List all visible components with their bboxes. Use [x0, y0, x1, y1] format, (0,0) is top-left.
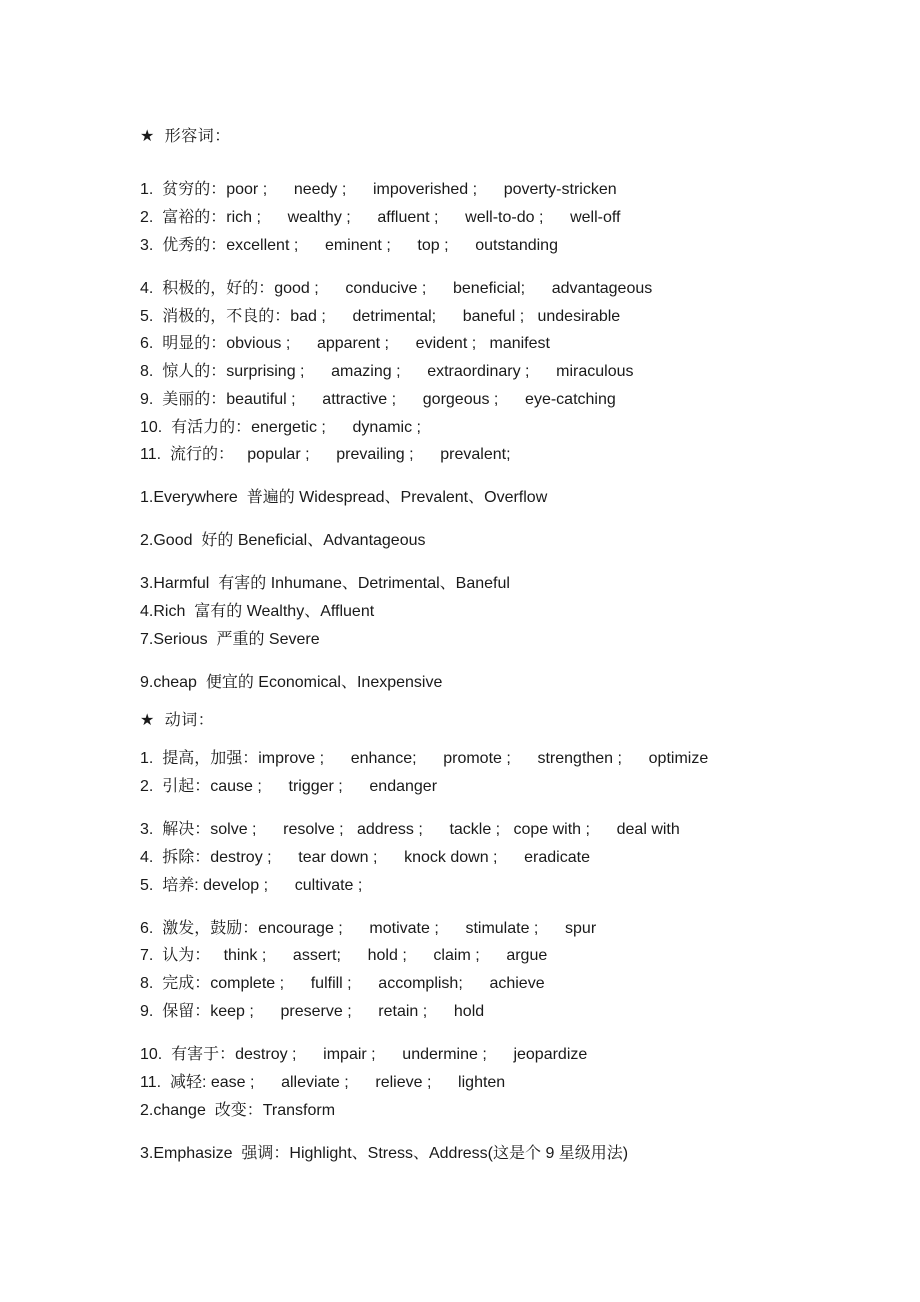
adjective-line: 5. 消极的，不良的：bad ; detrimental; baneful ; undesirable [140, 308, 621, 325]
verb-line: 7. 认为： think ; assert; hold ; claim ; argue [140, 947, 548, 964]
adjective-line: 10. 有活力的：energetic ; dynamic ; [140, 419, 421, 436]
adjective-pair-line: 2.Good 好的 Beneficial、Advantageous [140, 532, 426, 549]
adjective-line: 11. 流行的： popular ; prevailing ; prevalent; [140, 446, 511, 463]
adjective-line: 4. 积极的，好的：good ; conducive ; beneficial; advantageous [140, 280, 653, 297]
adjective-pair-line: 1.Everywhere 普遍的 Widespread、Prevalent、Overflow [140, 489, 548, 506]
adjective-line: 8. 惊人的：surprising ; amazing ; extraordinary ; miraculous [140, 363, 634, 380]
adjective-pair-line: 3.Harmful 有害的 Inhumane、Detrimental、Baneful [140, 575, 510, 592]
adjectives-heading: ★ 形容词： [140, 128, 231, 145]
verb-pair-line: 3.Emphasize 强调：Highlight、Stress、Address(这是个 9 星级用法) [140, 1145, 629, 1162]
verb-line: 8. 完成：complete ; fulfill ; accomplish; achieve [140, 975, 545, 992]
verb-line: 10. 有害于：destroy ; impair ; undermine ; jeopardize [140, 1046, 588, 1063]
verb-line: 9. 保留：keep ; preserve ; retain ; hold [140, 1003, 485, 1020]
adjective-pair-line: 4.Rich 富有的 Wealthy、Affluent [140, 603, 375, 620]
verb-line: 4. 拆除：destroy ; tear down ; knock down ; eradicate [140, 849, 590, 866]
verbs-heading: ★ 动词： [140, 712, 215, 729]
adjective-line: 3. 优秀的：excellent ; eminent ; top ; outstanding [140, 237, 558, 254]
verb-line: 2. 引起：cause ; trigger ; endanger [140, 778, 438, 795]
verb-pair-line: 2.change 改变：Transform [140, 1102, 336, 1119]
adjective-line: 2. 富裕的：rich ; wealthy ; affluent ; well-to-do ; well-off [140, 209, 621, 226]
adjective-pair-line: 9.cheap 便宜的 Economical、Inexpensive [140, 674, 443, 691]
adjective-line: 6. 明显的：obvious ; apparent ; evident ; manifest [140, 335, 550, 352]
adjective-pair-line: 7.Serious 严重的 Severe [140, 631, 320, 648]
verb-line: 11. 减轻: ease ; alleviate ; relieve ; lighten [140, 1074, 506, 1091]
verb-line: 6. 激发，鼓励：encourage ; motivate ; stimulate ; spur [140, 920, 597, 937]
verb-line: 3. 解决：solve ; resolve ; address ; tackle ; cope with ; deal with [140, 821, 680, 838]
adjective-line: 1. 贫穷的：poor ; needy ; impoverished ; poverty-stricken [140, 181, 617, 198]
verb-line: 5. 培养: develop ; cultivate ; [140, 877, 363, 894]
adjective-line: 9. 美丽的：beautiful ; attractive ; gorgeous ; eye-catching [140, 391, 616, 408]
verb-line: 1. 提高，加强：improve ; enhance; promote ; strengthen ; optimize [140, 750, 709, 767]
